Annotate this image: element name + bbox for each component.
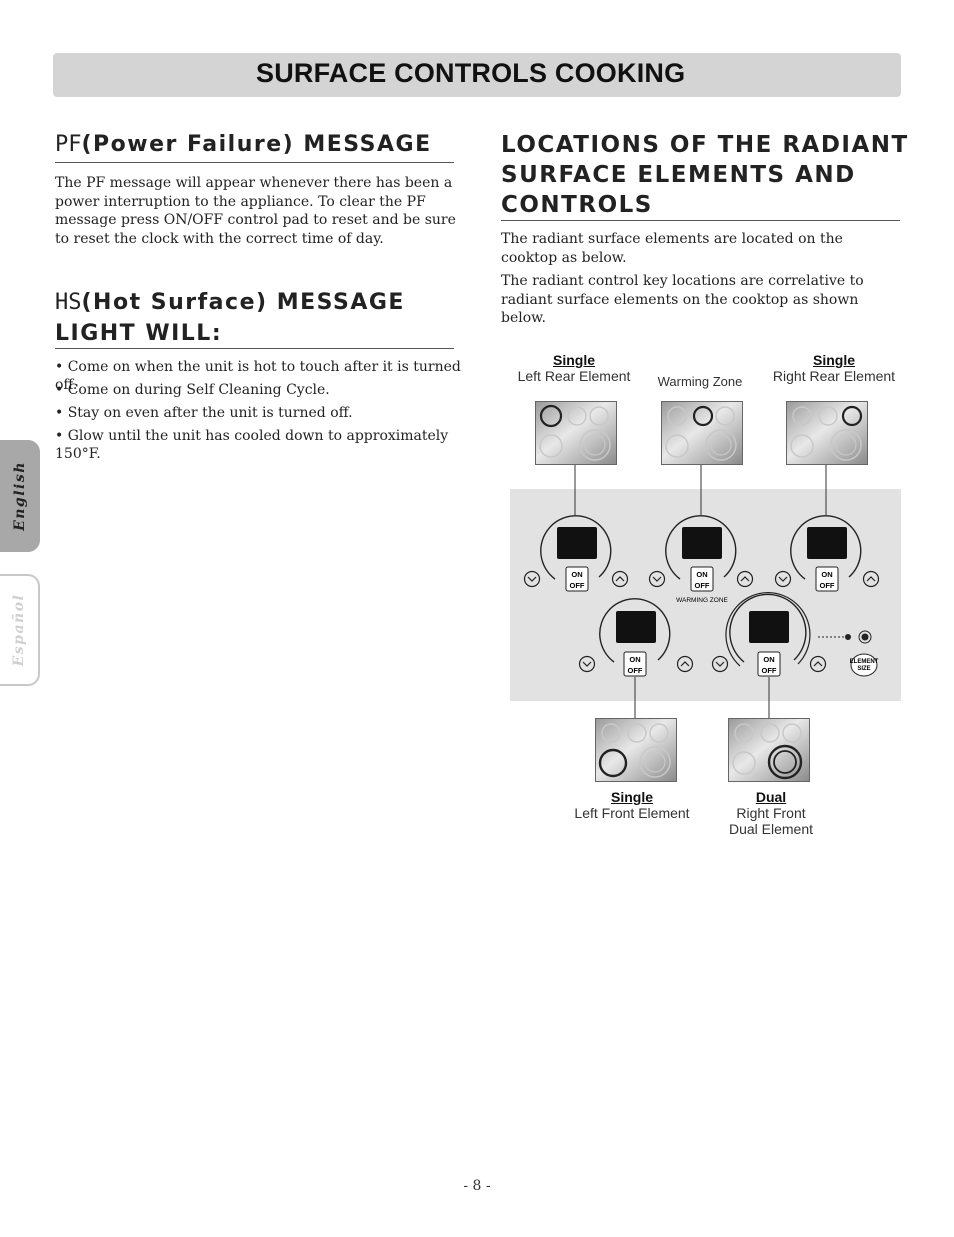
hs-bullet-list [55, 358, 465, 462]
off-label: OFF [569, 581, 585, 590]
hs-code: HS [55, 290, 82, 315]
locations-paragraph-1: The radiant surface elements are located on the cooktop as below. [501, 231, 843, 266]
label-right-rear [770, 352, 898, 384]
label-left-front [570, 789, 694, 821]
label-right-front-sub1: Right Front [736, 805, 806, 821]
cooktop-left-front-icon [595, 718, 677, 782]
tab-espanol-label: Español [11, 593, 27, 667]
on-label: ON [696, 570, 708, 579]
section-header-bar [53, 53, 901, 97]
tab-espanol[interactable] [0, 574, 40, 686]
list-item: • Come on when the unit is hot to touch after it is turned off. [55, 358, 465, 381]
pf-heading-text: (Power Failure) MESSAGE [81, 132, 432, 157]
tab-english[interactable] [0, 440, 40, 552]
label-warming-zone [645, 374, 755, 389]
hs-heading [55, 287, 405, 349]
on-label: ON [821, 570, 833, 579]
off-label: OFF [694, 581, 710, 590]
control-warming-zone[interactable] [650, 516, 753, 604]
label-right-front-sub2: Dual Element [728, 821, 814, 837]
locations-heading-line2: SURFACE ELEMENTS AND [501, 162, 856, 188]
label-left-rear [514, 352, 634, 384]
cooktop-warming-zone-icon [661, 401, 743, 465]
element-size-label-line1: ELEMENT [849, 659, 879, 665]
label-left-front-sub: Left Front Element [574, 805, 690, 821]
label-left-rear-title: Single [552, 352, 595, 368]
list-item: • Come on during Self Cleaning Cycle. [55, 381, 465, 404]
label-right-front-dual [715, 789, 827, 837]
hs-heading-line1: (Hot Surface) MESSAGE [81, 290, 405, 315]
hs-heading-line2: LIGHT WILL: [55, 321, 223, 346]
tab-english-label: English [12, 461, 28, 531]
page-title: SURFACE CONTROLS COOKING [256, 58, 686, 88]
warming-zone-panel-label: WARMING ZONE [676, 597, 728, 604]
element-size-control[interactable] [818, 631, 879, 676]
label-warming-zone-sub: Warming Zone [657, 374, 743, 389]
label-right-rear-sub: Right Rear Element [772, 368, 896, 384]
label-left-rear-sub: Left Rear Element [517, 368, 631, 384]
on-label: ON [763, 655, 775, 664]
control-left-rear[interactable] [525, 516, 628, 591]
hs-rule [55, 348, 454, 349]
pf-code: PF [55, 132, 82, 157]
list-item: • Glow until the unit has cooled down to approximately 150°F. [55, 427, 465, 450]
locations-heading-line3: CONTROLS [501, 192, 653, 218]
locations-heading [501, 130, 909, 220]
locations-paragraph-2: The radiant control key locations are correlative to radiant surface elements on the cooktop as shown below. [501, 273, 864, 326]
cooktop-right-rear-icon [786, 401, 868, 465]
locations-heading-line1: LOCATIONS OF THE RADIANT [501, 132, 909, 158]
off-label: OFF [761, 666, 777, 675]
control-right-front-dual[interactable] [713, 593, 826, 676]
off-label: OFF [627, 666, 643, 675]
control-right-rear[interactable] [776, 516, 879, 591]
element-size-label-line2: SIZE [857, 666, 871, 672]
pf-heading [55, 132, 432, 157]
on-label: ON [571, 570, 583, 579]
on-label: ON [629, 655, 641, 664]
pf-paragraph: The PF message will appear whenever there has been a power interruption to the appliance. To clear the PF message press ON/OFF control pad to reset and be sure to reset the clock with the correct time of day. [55, 175, 456, 247]
list-item: • Stay on even after the unit is turned off. [55, 404, 465, 427]
cooktop-left-rear-icon [535, 401, 617, 465]
off-label: OFF [819, 581, 835, 590]
label-left-front-title: Single [610, 789, 653, 805]
cooktop-right-front-dual-icon [728, 718, 810, 782]
control-panel-diagram [510, 465, 901, 720]
label-right-rear-title: Single [812, 352, 855, 368]
locations-rule [501, 220, 900, 221]
control-left-front[interactable] [580, 599, 693, 676]
page-number: - 8 - [463, 1178, 491, 1194]
pf-rule [55, 162, 454, 163]
label-right-front-title: Dual [755, 789, 787, 805]
